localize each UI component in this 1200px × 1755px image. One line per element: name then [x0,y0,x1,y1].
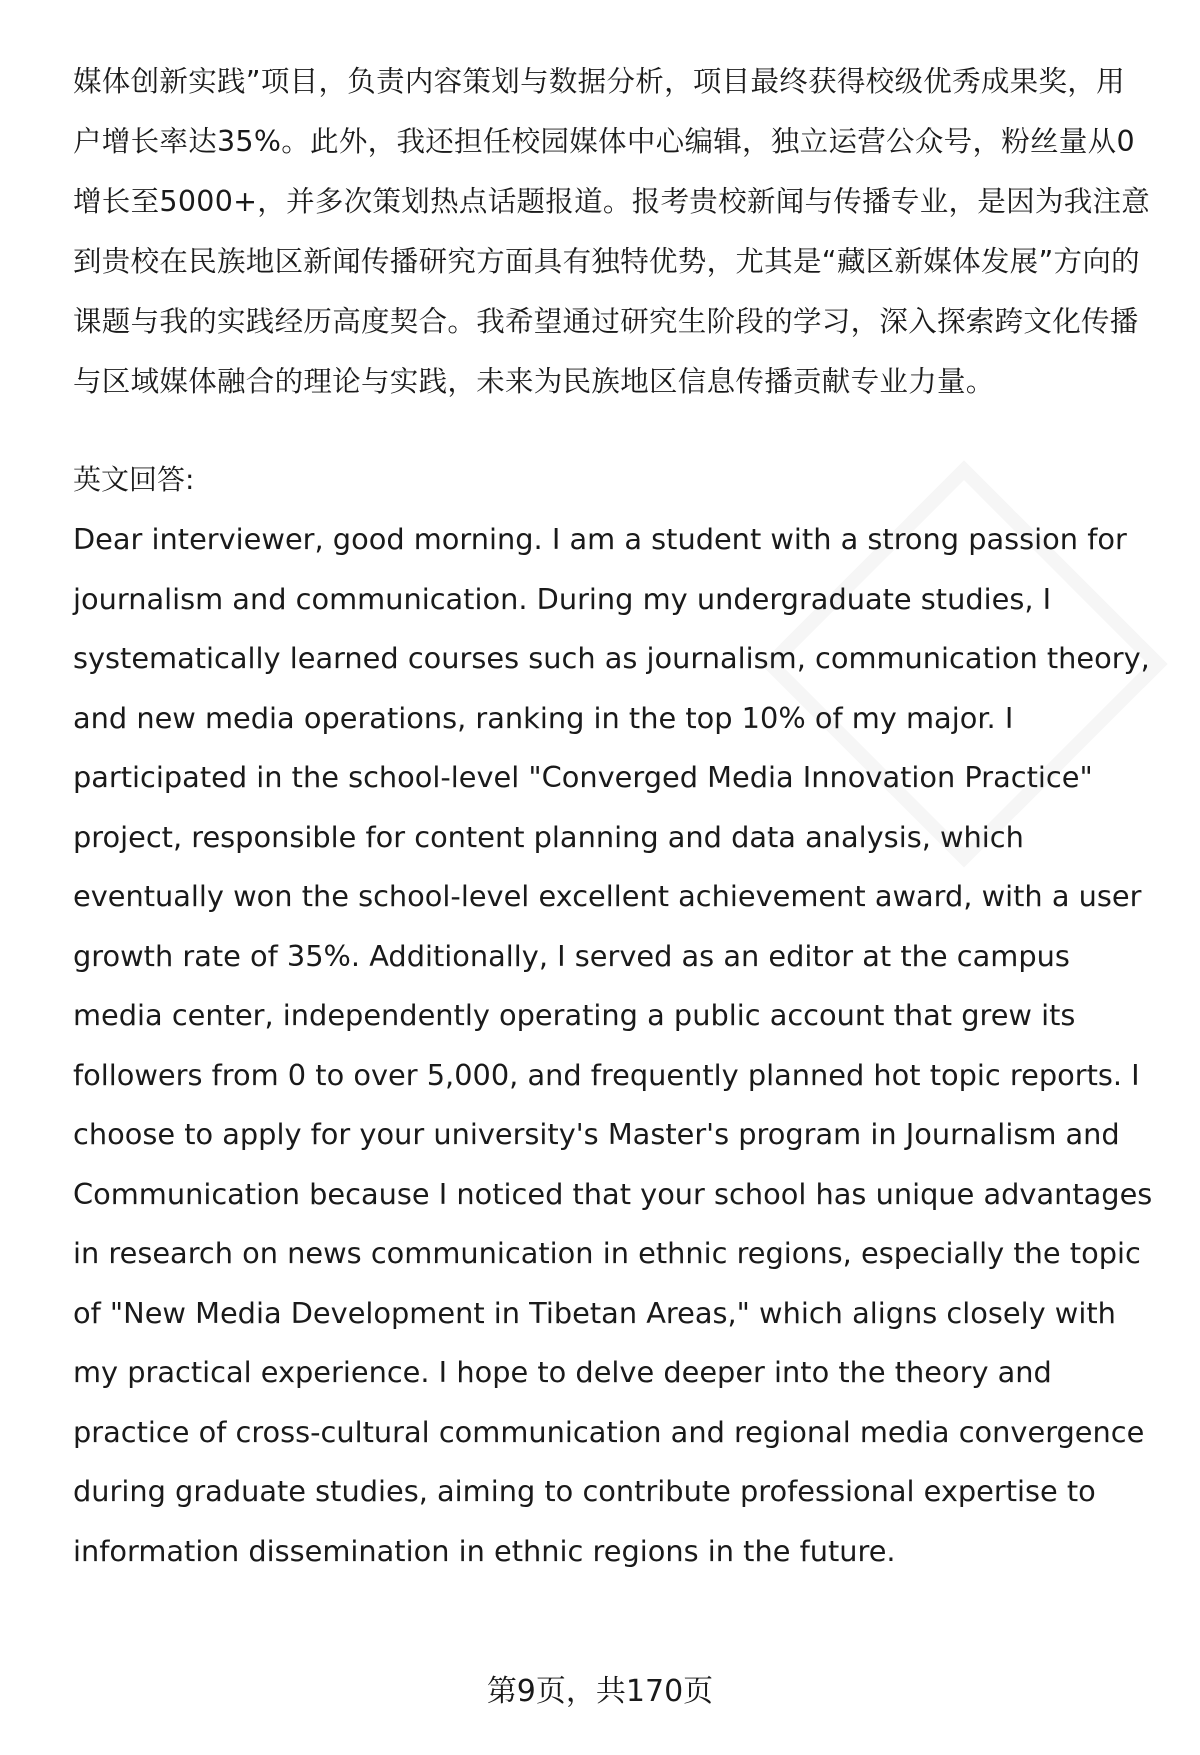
page-number: 第9页，共170页 [486,1674,714,1709]
page-content [73,52,1153,1581]
english-answer-paragraph: Dear interviewer, good morning. I am a student with a strong passion for journalism and communication. During my undergraduate studies, I systematically learned courses such as journalism, communication theory, and new media operations, ranking in the top 10% of my major. I participated in the school-level "Converged Media Innovation Practice" project, responsible for content planning and data analysis, which eventually won the school-level excellent achievement award, with a user growth rate of 35%. Additionally, I served as an editor at the campus media center, independently operating a public account that grew its followers from 0 to over 5,000, and frequently planned hot topic reports. I choose to apply for your university's Master's program in Journalism and Communication because I noticed that your school has unique advantages in research on news communication in ethnic regions, especially the topic of "New Media Development in Tibetan Areas," which aligns closely with my practical experience. I hope to delve deeper into the theory and practice of cross-cultural communication and regional media convergence during graduate studies, aiming to contribute professional expertise to information dissemination in ethnic regions in the future. [73,522,1153,1568]
chinese-answer-paragraph: 媒体创新实践”项目，负责内容策划与数据分析，项目最终获得校级优秀成果奖，用户增长率达35%。此外，我还担任校园媒体中心编辑，独立运营公众号，粉丝量从0增长至5000+，并多次策划热点话题报道。报考贵校新闻与传播专业，是因为我注意到贵校在民族地区新闻传播研究方面具有独特优势，尤其是“藏区新媒体发展”方向的课题与我的实践经历高度契合。我希望通过研究生阶段的学习，深入探索跨文化传播与区域媒体融合的理论与实践，未来为民族地区信息传播贡献专业力量。 [73,65,1151,398]
english-answer-label: 英文回答: [73,463,195,496]
